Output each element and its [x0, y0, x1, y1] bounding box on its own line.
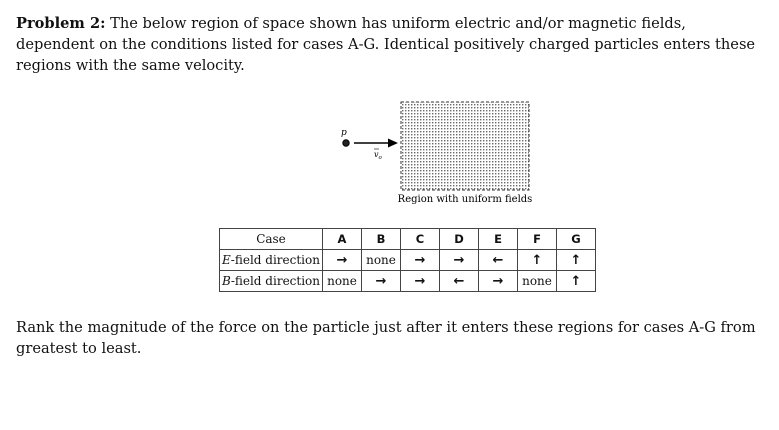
e-field-A: → [323, 250, 362, 271]
e-field-F: ↑ [518, 250, 557, 271]
e-field-G: ↑ [557, 250, 596, 271]
problem-text: The below region of space shown has uniform electric and/or magnetic fields, dependent on the conditions listed for cases A-G. Identical positively charged particles enters these regions with the same velocity. [16, 15, 756, 74]
b-field-B: → [362, 271, 401, 292]
b-field-F: none [518, 271, 557, 292]
case-G-header: G [557, 229, 596, 250]
case-A-header: A [323, 229, 362, 250]
velocity-label: $v_o$ [374, 150, 382, 161]
b-field-E: → [479, 271, 518, 292]
b-field-A: none [323, 271, 362, 292]
field-region [401, 102, 529, 190]
table-header-row [220, 229, 596, 250]
particle-dot [343, 140, 349, 146]
cases-table-wrapper [219, 228, 596, 292]
e-field-E: ← [479, 250, 518, 271]
e-field-C: → [401, 250, 440, 271]
particle-label: p [341, 128, 347, 138]
b-field-D: ← [440, 271, 479, 292]
field-region-diagram [330, 98, 540, 210]
b-field-G: ↑ [557, 271, 596, 292]
table-row [220, 250, 596, 271]
case-D-header: D [440, 229, 479, 250]
question-text: Rank the magnitude of the force on the particle just after it enters these regions for cases A-G from greatest to least. [16, 319, 756, 357]
problem-label: Problem 2: [16, 15, 106, 32]
case-E-header: E [479, 229, 518, 250]
e-field-row-label: E-field direction [220, 250, 323, 271]
e-field-D: → [440, 250, 479, 271]
case-F-header: F [518, 229, 557, 250]
case-header: Case [220, 229, 323, 250]
velocity-arrow-head [388, 139, 398, 148]
b-field-row-label: B-field direction [220, 271, 323, 292]
region-caption: Region with uniform fields [397, 194, 533, 205]
b-field-C: → [401, 271, 440, 292]
case-B-header: B [362, 229, 401, 250]
table-row [220, 271, 596, 292]
e-field-B: none [362, 250, 401, 271]
cases-table [219, 228, 596, 292]
problem-statement [16, 13, 761, 76]
case-C-header: C [401, 229, 440, 250]
